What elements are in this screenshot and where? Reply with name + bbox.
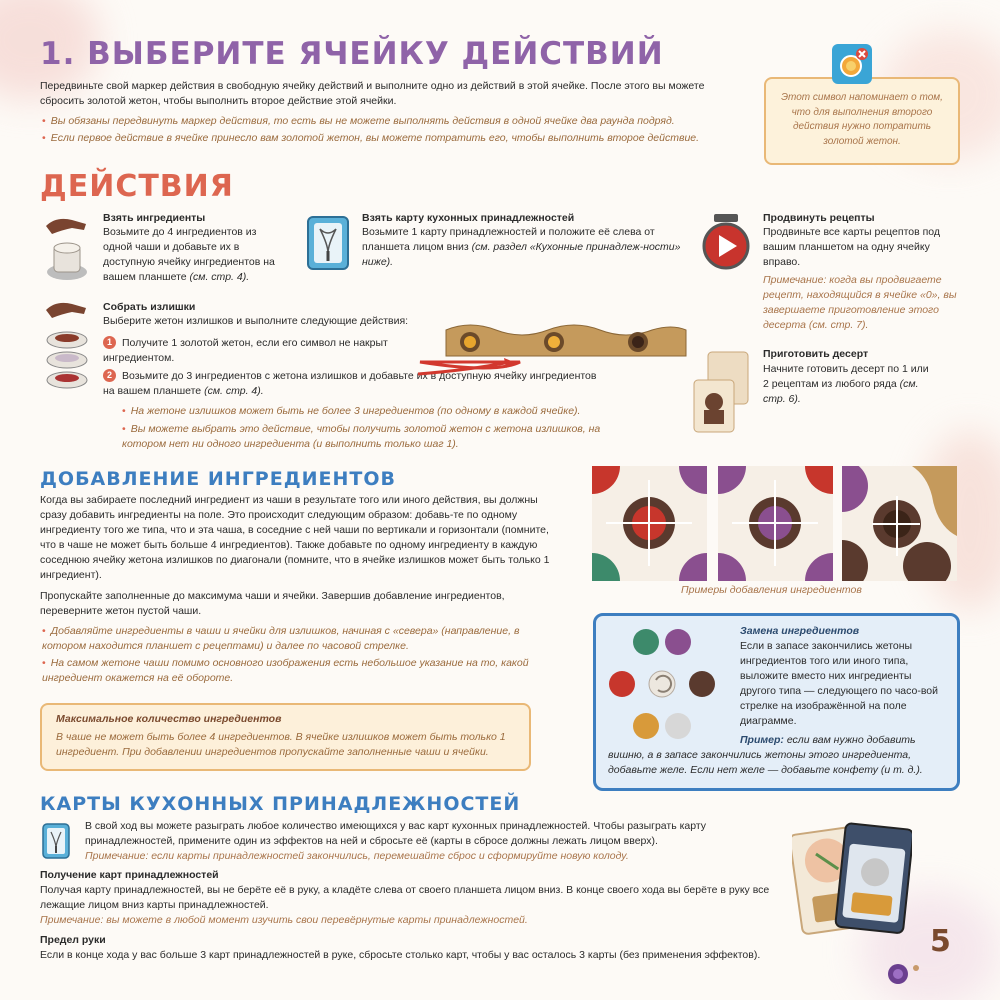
intro-bullet: • Если первое действие в ячейке принесло вам золотой жетон, вы можете потратить его, чтобы выполнить второе действие. — [42, 132, 700, 144]
adding-bullet: • Добавляйте ингредиенты в чаши и ячейки для излишков, начиная с «севера» (направление, в котором находится планшет с рецептами) и далее по часовой стрелке. — [42, 625, 520, 652]
intro-text: Передвиньте свой маркер действия в свободную ячейку действий и выполните одно из действий в этой ячейке. После этого вы можете сбросить золотой жетон, чтобы выполнить второе действие этой ячейки. — [40, 80, 705, 107]
prepare-text: Начните готовить десерт по 1 или 2 рецептам из любого ряда (см. стр. 6). — [763, 363, 929, 405]
example-image-1 — [592, 466, 707, 586]
surplus-token-image — [410, 322, 690, 391]
actions-heading: ДЕЙСТВИЯ — [40, 169, 234, 204]
surplus-bullet: • Вы можете выбрать это действие, чтобы получить золотой жетон с жетона излишков, на котором нет ни одного ингредиента (и выполнить только шаг 1). — [122, 423, 601, 450]
getting-cards-text: Получая карту принадлежностей, вы не берёте её в руку, а кладёте слева от своего планшета лицом вниз. В конце своего хода вы берёте в руку все лежащие лицом вниз карты принадлежностей. — [40, 884, 770, 911]
max-ingredients-box — [40, 703, 531, 771]
surplus-step-1: 1 Получите 1 золотой жетон, если его символ не накрыт ингредиентом. — [103, 337, 388, 364]
take-card-text: Возьмите 1 карту принадлежностей и положите её слева от планшета лицом вниз (см. раздел «Кухонные принадлеж-ности» ниже). — [362, 226, 681, 268]
replace-text: Если в запасе закончились жетоны ингредиентов того или иного типа, выложите вместо них ингредиенты другого типа — следующего по часо-вой стрелке на изображённой на поле диаграмме. — [740, 640, 939, 727]
adding-heading: ДОБАВЛЕНИЕ ИНГРЕДИЕНТОВ — [40, 468, 397, 490]
examples-caption: Примеры добавления ингредиентов — [681, 584, 862, 596]
max-text: В чаше не может быть более 4 ингредиентов. В ячейке излишков может быть только 1 ингредиент. При добавлении ингредиентов пропускайте заполненные чаши и ячейки. — [56, 730, 506, 758]
adding-paragraph-2: Пропускайте заполненные до максимума чаши и ячейки. Завершив добавление ингредиентов, переверните жетон пустой чаши. — [40, 590, 505, 617]
hand-icon — [42, 212, 92, 292]
surplus-title: Собрать излишки — [103, 301, 196, 313]
replacement-box — [593, 613, 960, 791]
example-image-2 — [718, 466, 833, 586]
utensils-note-1: Примечание: если карты принадлежностей закончились, перемешайте сброс и сформируйте новую колоду. — [85, 850, 629, 862]
advance-title: Продвинуть рецепты — [763, 212, 875, 224]
candy-decoration-icon — [884, 960, 924, 995]
prepare-title: Приготовить десерт — [763, 348, 869, 360]
whisk-card-icon — [306, 215, 350, 276]
utensils-note-2: Примечание: вы можете в любой момент изучить свои перевёрнутые карты принадлежностей. — [40, 914, 528, 926]
example-image-3 — [842, 466, 957, 586]
tip-box — [764, 77, 960, 165]
page-title: 1. ВЫБЕРИТЕ ЯЧЕЙКУ ДЕЙСТВИЙ — [40, 36, 664, 72]
utensil-card-icon — [42, 823, 70, 864]
ingredient-cycle-diagram — [606, 628, 718, 745]
hand-limit-title: Предел руки — [40, 934, 106, 946]
recipe-cards-icon — [690, 350, 752, 441]
page-number: 5 — [930, 924, 951, 959]
gold-token-icon — [832, 44, 872, 84]
replace-example: Пример: если вам нужно добавить вишню, а в запасе закончились жетоны этого ингредиента, добавьте желе. Если нет желе — добавьте конфету (и т. д.). — [608, 734, 923, 776]
replace-title: Замена ингредиентов — [740, 625, 860, 637]
adding-bullet: • На самом жетоне чаши помимо основного изображения есть небольшое указание на то, какой ингредиент окажется на её обороте. — [42, 657, 529, 684]
adding-paragraph-1: Когда вы забираете последний ингредиент из чаши в результате того или иного действия, вы должны сразу добавить ингредиенты на поле. Это происходит следующим образом: добавь-те по одному ингредиенту того же типа, что и эта чаша, в соседние с ней чаши по вертикали и горизонтали (помните, что в чаше не может быть больше 4 ингредиентов). Также добавьте по одному ингредиенту в каждую соседнюю ячейку жетона излишков по диагонали (помните, что в ячейке излишков может быть только 1 ингредиент). — [40, 494, 550, 581]
surplus-icon — [42, 298, 92, 398]
advance-note: Примечание: когда вы продвигаете рецепт, находящийся в ячейке «0», вы завершаете приготовление этого десерта (см. стр. 7). — [763, 274, 957, 331]
utensils-heading: КАРТЫ КУХОННЫХ ПРИНАДЛЕЖНОСТЕЙ — [40, 793, 521, 815]
take-ingredients-title: Взять ингредиенты — [103, 212, 206, 224]
surplus-text: Выберите жетон излишков и выполните следующие действия: — [103, 315, 409, 327]
max-title: Максимальное количество ингредиентов — [56, 713, 282, 725]
take-card-title: Взять карту кухонных принадлежностей — [362, 212, 575, 224]
play-icon — [700, 212, 752, 277]
surplus-step-2: 2 Возьмите до 3 ингредиентов с жетона излишков и добавьте их в доступную ячейку ингредиентов на вашем планшете (см. стр. 4). — [103, 370, 597, 397]
take-ingredients-text: Возьмите до 4 ингредиентов из одной чаши и добавьте их в доступную ячейку ингредиентов на вашем планшете (см. стр. 4). — [103, 226, 275, 283]
getting-cards-title: Получение карт принадлежностей — [40, 869, 219, 881]
utensil-cards-image — [792, 822, 912, 947]
hand-limit-text: Если в конце хода у вас больше 3 карт принадлежностей в руке, сбросьте столько карт, чтобы у вас осталось 3 карты (без применения эффектов). — [40, 949, 761, 961]
intro-bullet: • Вы обязаны передвинуть маркер действия, то есть вы не можете выполнять действия в одной ячейке два раунда подряд. — [42, 115, 675, 127]
advance-text: Продвиньте все карты рецептов под вашим планшетом на одну ячейку вправо. — [763, 226, 941, 268]
tip-text: Этот символ напоминает о том, что для выполнения второго действия нужно потратить золотой жетон. — [781, 92, 943, 147]
surplus-bullet: • На жетоне излишков может быть не более 3 ингредиентов (по одному в каждой ячейке). — [122, 405, 581, 417]
utensils-paragraph: В свой ход вы можете разыграть любое количество имеющихся у вас карт кухонных принадлежностей. Чтобы разыграть карту принадлежностей, примените один из эффектов на ней и сбросьте её (карты в сбросе должны лежать лицом вверх). — [85, 820, 707, 847]
